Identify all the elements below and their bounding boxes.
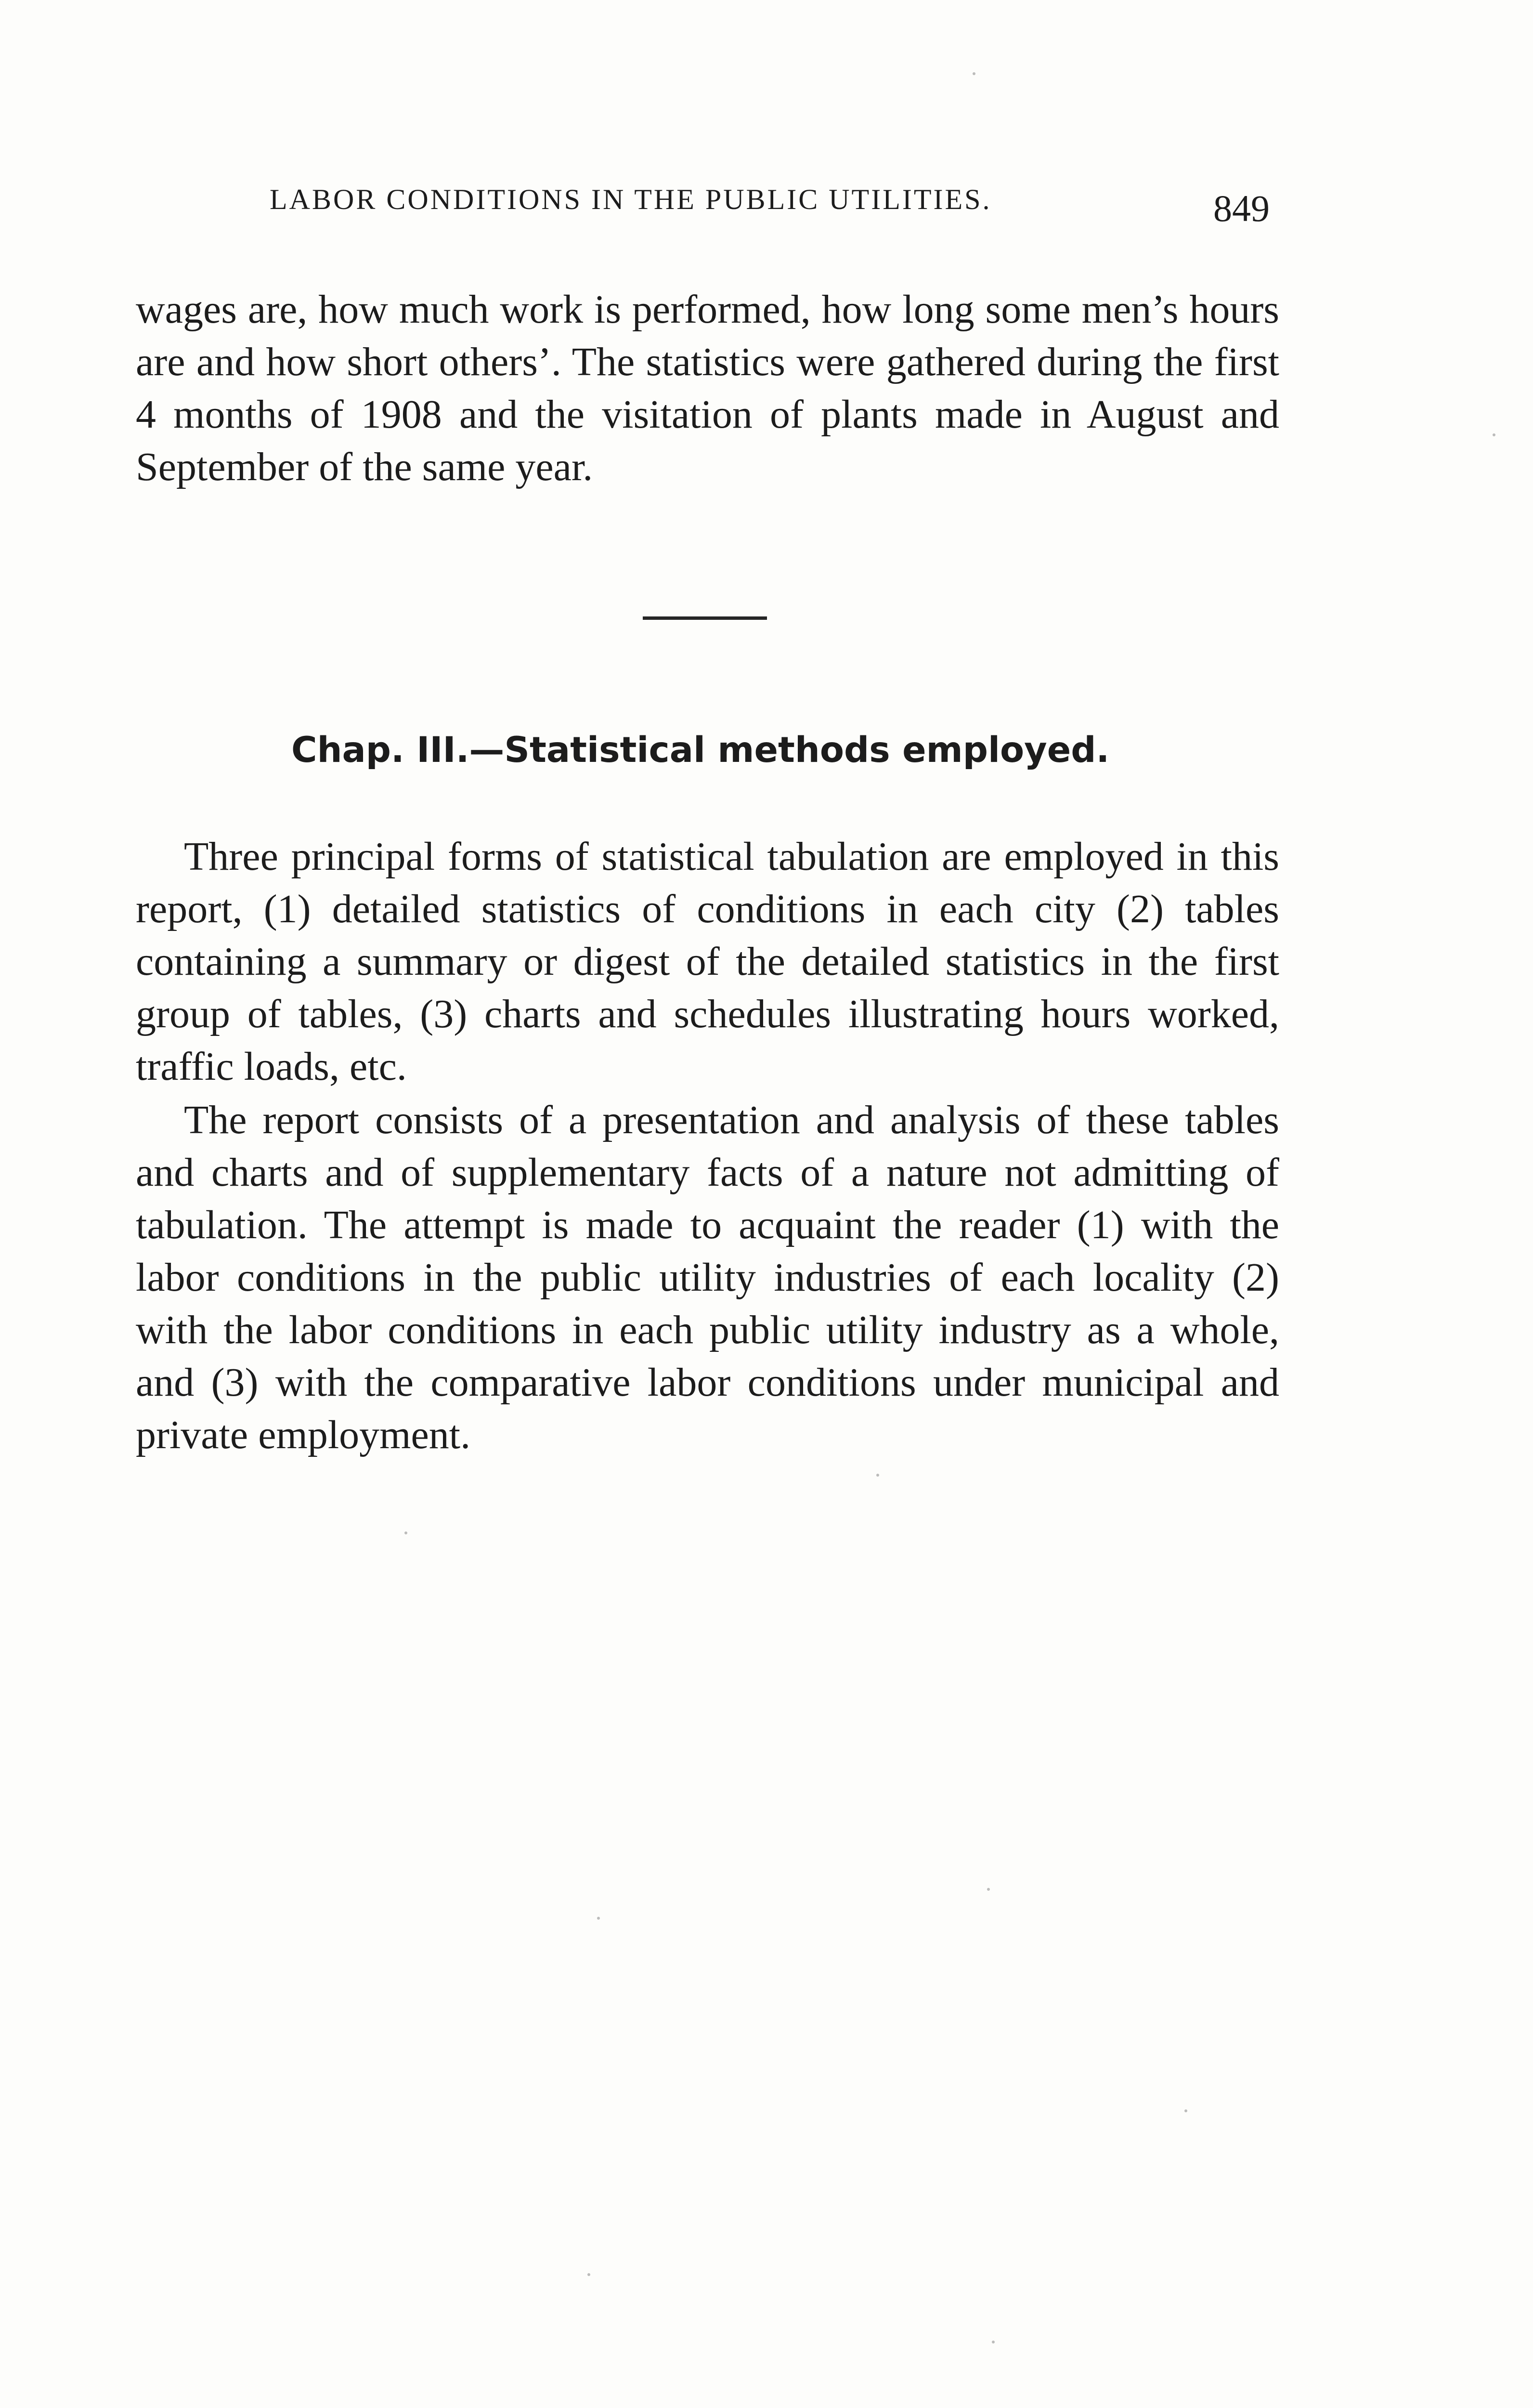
paper-speck <box>992 2341 995 2343</box>
chapter-heading: Chap. III.—Statistical methods employed. <box>291 730 1110 771</box>
paragraph-report-scope: The report consists of a presentation and analysis of these tables and charts and of supplementary facts of a nature not admitting of tabulation. The attempt is made to acquaint the reader (1) with the labor conditions in the public utility industries of each locality (2) with the labor conditions in each public utility industry as a whole, and (3) with the comparative labor conditions under municipal and private employment. <box>136 1098 1279 1457</box>
paper-speck <box>597 1917 600 1920</box>
running-header-title: LABOR CONDITIONS IN THE PUBLIC UTILITIES. <box>270 183 992 215</box>
paper-speck <box>876 1474 879 1477</box>
paragraph-continuation: wages are, how much work is performed, how long some men’s hours are and how short others’. The statistics were gathered during the first 4 months of 1908 and the visitation of plants made in August and September of the same year. <box>136 287 1279 489</box>
paper-speck <box>587 2273 590 2276</box>
paper-speck <box>1184 2109 1187 2112</box>
paper-speck <box>1493 433 1495 436</box>
paper-speck <box>404 1531 407 1534</box>
paragraph-methods-intro: Three principal forms of statistical tabulation are employed in this report, (1) detailed statistics of conditions in each city (2) tables containing a summary or digest of the detailed statistics in the first group of tables, (3) charts and schedules illustrating hours worked, traffic loads, etc. <box>136 834 1279 1089</box>
section-divider-rule <box>643 616 767 620</box>
paper-speck <box>987 1888 990 1891</box>
paper-speck <box>973 72 975 75</box>
page-number: 849 <box>1213 187 1270 229</box>
